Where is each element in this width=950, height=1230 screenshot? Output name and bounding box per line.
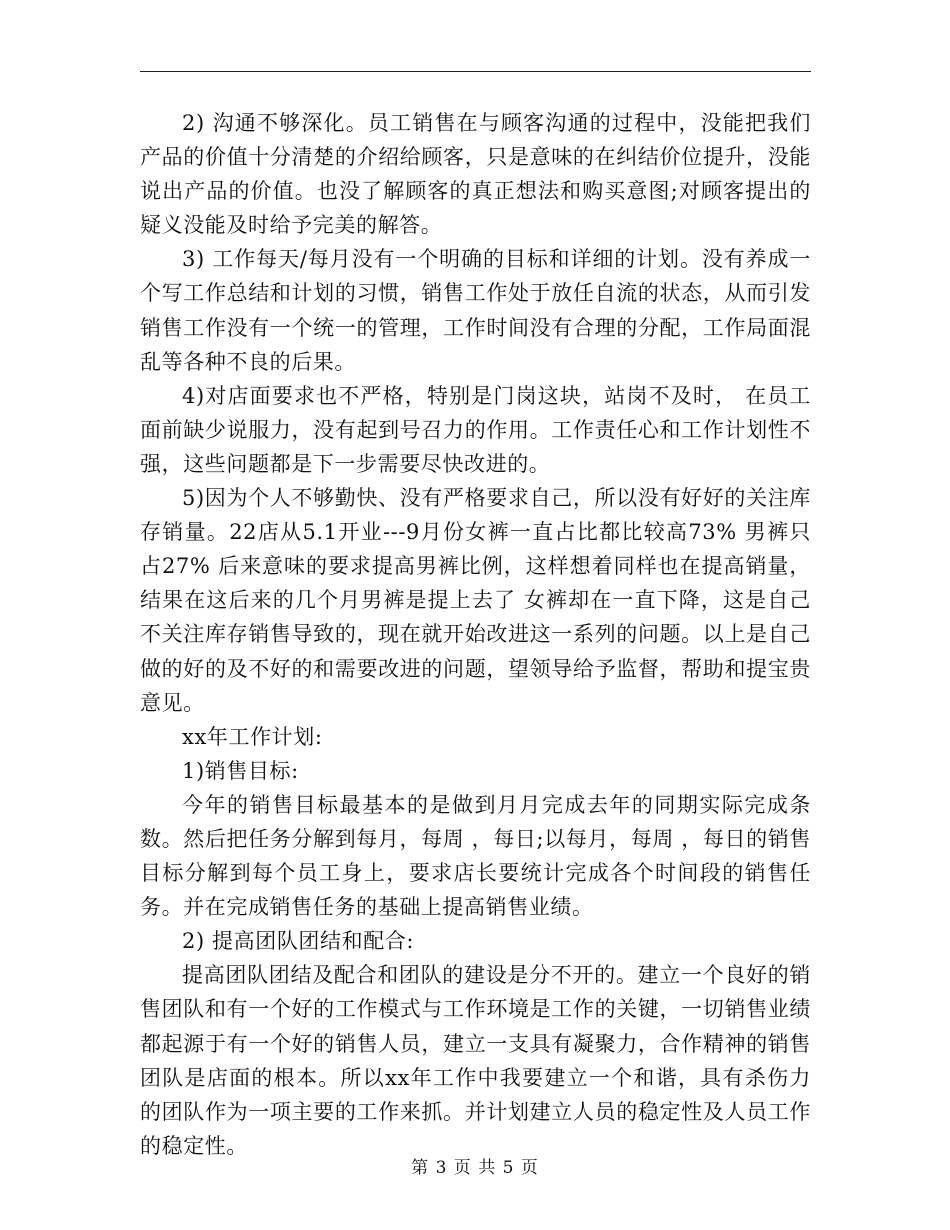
header-rule [140,71,811,72]
paragraph-work-plan: 3) 工作每天/每月没有一个明确的目标和详细的计划。没有养成一个写工作总结和计划的习惯，销售工作处于放任自流的状态，从而引发销售工作没有一个统一的管理，工作时间没有合理的分配，工作局面混乱等各种不良的后果。 [140,247,811,374]
document-body [140,106,811,1163]
page-number: 第 3 页 共 5 页 [411,1158,539,1178]
heading-sales-target: 1)销售目标: [182,758,299,783]
heading-annual-plan: xx年工作计划: [182,724,323,749]
paragraph-communication: 2) 沟通不够深化。员工销售在与顾客沟通的过程中，没能把我们产品的价值十分清楚的介绍给顾客，只是意味的在纠结价位提升，没能说出产品的价值。也没了解顾客的真正想法和购买意图;对顾客提出的疑义没能及时给予完美的解答。 [140,111,811,238]
paragraph-store-requirements: 4)对店面要求也不严格，特别是门岗这块，站岗不及时， 在员工面前缺少说服力，没有起到号召力的作用。工作责任心和工作计划性不强，这些问题都是下一步需要尽快改进的。 [140,383,811,476]
paragraph-team-cooperation: 提高团队团结及配合和团队的建设是分不开的。建立一个良好的销售团队和有一个好的工作模式与工作环境是工作的关键，一切销售业绩都起源于有一个好的销售人员，建立一支具有凝聚力，合作精神的销售团队是店面的根本。所以xx年工作中我要建立一个和谐，具有杀伤力的团队作为一项主要的工作来抓。并计划建立人员的稳定性及人员工作的稳定性。 [140,963,811,1158]
heading-team-cooperation: 2) 提高团队团结和配合: [182,929,415,954]
paragraph-inventory-sales: 5)因为个人不够勤快、没有严格要求自己，所以没有好好的关注库存销量。22店从5.1开业---9月份女裤一直占比都比较高73% 男裤只占27% 后来意味的要求提高男裤比例，这样想着同样也在提高销量，结果在这后来的几个月男裤是提上去了 女裤却在一直下降，这是自己不关注库存销售导致的，现在就开始改进这一系列的问题。以上是自己做的好的及不好的和需要改进的问题，望领导给予监督，帮助和提宝贵意见。 [140,486,811,715]
paragraph-sales-target: 今年的销售目标最基本的是做到月月完成去年的同期实际完成条数。然后把任务分解到每月，每周 ，每日;以每月，每周 ，每日的销售目标分解到每个员工身上，要求店长要统计完成各个时间段的销售任务。并在完成销售任务的基础上提高销售业绩。 [140,792,811,920]
